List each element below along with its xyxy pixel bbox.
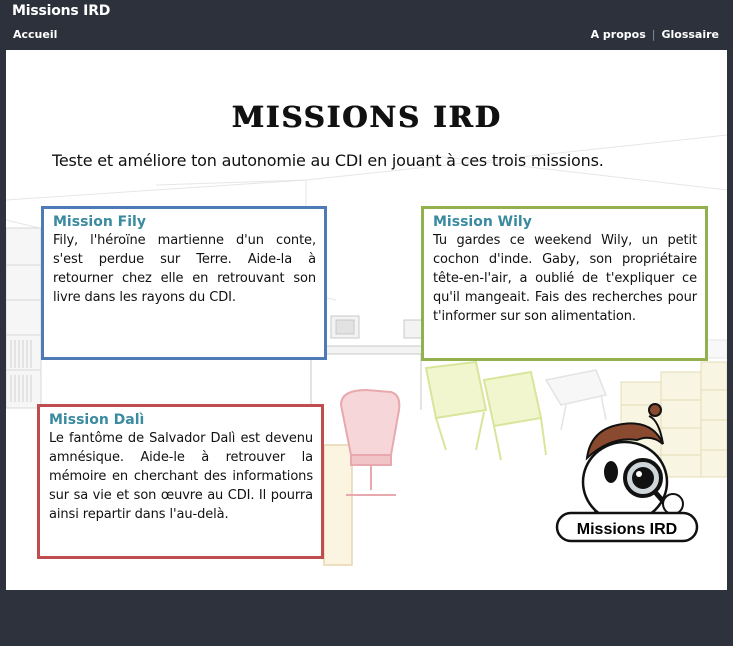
intro-text: Teste et améliore ton autonomie au CDI en jouant à ces trois missions.	[52, 151, 604, 170]
logo-label: Missions IRD	[576, 521, 678, 538]
app-title: Missions IRD	[12, 3, 111, 19]
mission-card-wily[interactable]	[421, 206, 708, 361]
page-title: MISSIONS IRD	[231, 100, 502, 134]
mission-dali-description: Le fantôme de Salvador Dalì est devenu amnésique. Aide-le à retrouver la mémoire en cherchant des informations sur sa vie et son œuvre au CDI. Il pourra ainsi repartir dans l'au-delà.	[49, 431, 313, 522]
missions-ird-logo	[551, 400, 699, 550]
mission-card-dali[interactable]	[37, 404, 324, 559]
mission-wily-title[interactable]: Mission Wily	[433, 214, 532, 230]
top-bar	[0, 0, 733, 50]
mission-card-fily[interactable]	[41, 206, 327, 360]
nav-glossary-link[interactable]: Glossaire	[661, 28, 719, 41]
nav-about-link[interactable]: A propos	[590, 28, 646, 41]
nav-home-link[interactable]: Accueil	[13, 28, 58, 41]
mission-fily-description: Fily, l'héroïne martienne d'un conte, s'est perdue sur Terre. Aide-la à retourner chez elle en retrouvant son livre dans les rayons du CDI.	[53, 233, 316, 305]
mission-wily-description: Tu gardes ce weekend Wily, un petit cochon d'inde. Gaby, son propriétaire tête-en-l'air, a oublié de t'expliquer ce qu'il mangeait. Fais des recherches pour t'informer sur son alimentation.	[433, 233, 697, 324]
main-content	[6, 50, 727, 590]
mission-dali-title[interactable]: Mission Dalì	[49, 412, 145, 428]
nav-right	[591, 28, 719, 41]
mission-fily-title[interactable]: Mission Fily	[53, 214, 146, 230]
nav-separator: |	[651, 28, 656, 41]
